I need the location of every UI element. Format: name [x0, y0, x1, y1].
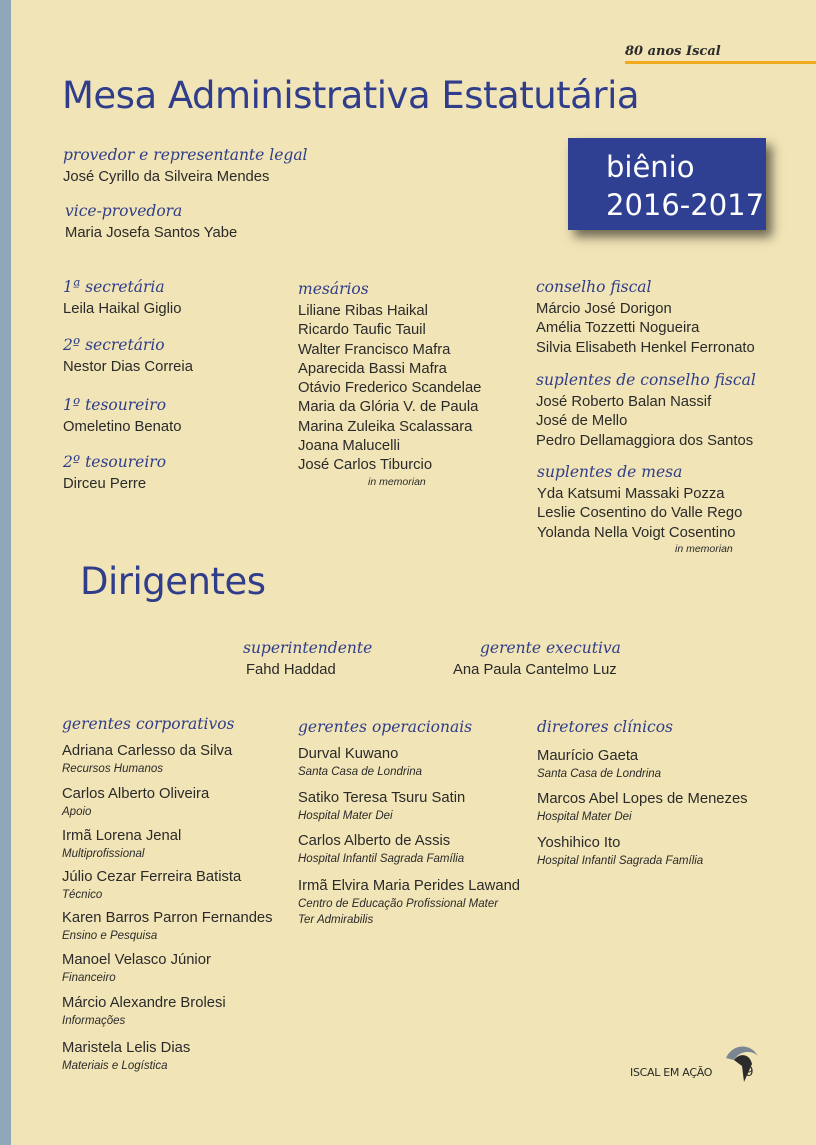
gerente-executiva-block [453, 639, 621, 680]
diretores-clinicos-label-wrap [537, 718, 673, 740]
suplentes-conselho-label: suplentes de conselho fiscal [536, 371, 756, 389]
person-name: Carlos Alberto Oliveira [62, 786, 210, 802]
officer-block [63, 336, 193, 377]
person-name: Manoel Velasco Júnior [62, 952, 211, 968]
list-item: Amélia Tozzetti Nogueira [536, 320, 700, 337]
person-role: Ensino e Pesquisa [62, 930, 158, 943]
list-item: Yda Katsumi Massaki Pozza [537, 486, 725, 502]
person-name: Yoshihico Ito [537, 835, 621, 851]
list-item [62, 742, 232, 777]
provedor-block [63, 146, 308, 187]
list-item [62, 868, 241, 903]
list-item [62, 994, 226, 1029]
person-role: Apoio [62, 806, 92, 819]
person-name: Irmã Lorena Jenal [62, 828, 182, 844]
list-item [62, 909, 273, 944]
conselho-fiscal-block [536, 278, 755, 358]
person-role: Centro de Educação Profissional Mater [298, 898, 499, 911]
dirigentes-title: Dirigentes [80, 560, 266, 603]
footer-brand: ISCAL EM AÇÃO [630, 1066, 713, 1079]
list-item [62, 785, 209, 820]
bienio-years: 2016-2017 [606, 188, 765, 222]
person-role: Recursos Humanos [62, 763, 163, 776]
officer-block [63, 278, 181, 319]
mesarios-block [298, 280, 481, 488]
person-role: Hospital Mater Dei [298, 810, 393, 823]
person-role: Técnico [62, 889, 103, 902]
list-item: Pedro Dellamaggiora dos Santos [536, 432, 754, 449]
person-name: Adriana Carlesso da Silva [62, 743, 233, 759]
person-role: Materiais e Logística [62, 1060, 168, 1073]
list-item: Márcio José Dorigon [536, 301, 672, 317]
provedor-name: José Cyrillo da Silveira Mendes [63, 169, 270, 185]
vice-name: Maria Josefa Santos Yabe [65, 225, 238, 241]
mesarios-label: mesários [298, 280, 369, 298]
gerentes-corporativos-label-wrap [62, 715, 235, 737]
list-item [298, 877, 520, 928]
officer-label: 2º secretário [63, 336, 165, 354]
bienio-label: biênio [606, 150, 695, 184]
list-item [537, 747, 661, 782]
list-item: Yolanda Nella Voigt Cosentino [537, 524, 736, 541]
list-item: Aparecida Bassi Mafra [298, 360, 447, 377]
officer-name: Nestor Dias Correia [63, 359, 193, 375]
header-tagline: 80 anos Iscal [625, 44, 721, 59]
list-item: Silvia Elisabeth Henkel Ferronato [536, 339, 755, 356]
gerentes-corporativos-label: gerentes corporativos [62, 715, 235, 733]
in-memoriam-note: in memorian [675, 542, 733, 555]
superintendente-label: superintendente [243, 639, 373, 657]
gerente-executiva-name: Ana Paula Cantelmo Luz [453, 662, 617, 678]
person-name: Durval Kuwano [298, 746, 399, 762]
person-name: Maurício Gaeta [537, 748, 639, 764]
officer-label: 2º tesoureiro [63, 453, 167, 471]
officer-label: 1º tesoureiro [63, 396, 167, 414]
conselho-fiscal-label: conselho fiscal [536, 278, 652, 296]
left-edge-stripe [0, 0, 11, 1145]
diretores-clinicos-label: diretores clínicos [537, 718, 673, 736]
list-item: Otávio Frederico Scandelae [298, 380, 482, 397]
list-item: Ricardo Taufic Tauil [298, 322, 426, 339]
gerentes-operacionais-label-wrap [298, 718, 472, 740]
header-rule [625, 61, 816, 64]
person-role: Santa Casa de Londrina [537, 768, 662, 781]
list-item: José Roberto Balan Nassif [536, 394, 712, 410]
person-role: Santa Casa de Londrina [298, 766, 423, 779]
person-role: Multiprofissional [62, 848, 145, 861]
suplentes-mesa-label: suplentes de mesa [537, 463, 683, 481]
person-role: Financeiro [62, 972, 116, 985]
person-name: Karen Barros Parron Fernandes [62, 910, 273, 926]
list-item: Walter Francisco Mafra [298, 341, 451, 358]
vice-label: vice-provedora [65, 202, 183, 220]
superintendente-name: Fahd Haddad [246, 662, 336, 678]
list-item [62, 827, 181, 862]
suplentes-mesa-block [537, 463, 742, 555]
person-name: Maristela Lelis Dias [62, 1040, 191, 1056]
list-item: José de Mello [536, 413, 628, 430]
list-item [537, 790, 748, 825]
list-item: Leslie Cosentino do Valle Rego [537, 505, 743, 522]
gerente-executiva-label: gerente executiva [480, 639, 621, 657]
person-role-continued: Ter Admirabilis [298, 914, 374, 927]
vice-block [65, 202, 237, 243]
suplentes-conselho-block [536, 371, 756, 451]
list-item: José Carlos Tiburcio [298, 457, 433, 474]
bienio-box [568, 138, 766, 230]
iscal-logo-icon [722, 1040, 760, 1089]
main-title: Mesa Administrativa Estatutária [62, 74, 640, 117]
officer-name: Leila Haikal Giglio [63, 301, 182, 317]
officer-name: Omeletino Benato [63, 419, 182, 435]
list-item [62, 1039, 190, 1074]
person-name: Marcos Abel Lopes de Menezes [537, 791, 748, 807]
officer-name: Dirceu Perre [63, 476, 147, 492]
officer-block [63, 396, 181, 437]
list-item [298, 832, 464, 867]
person-role: Hospital Infantil Sagrada Família [298, 853, 465, 866]
person-role: Informações [62, 1015, 126, 1028]
list-item: Marina Zuleika Scalassara [298, 418, 473, 435]
officer-block [63, 453, 166, 494]
person-name: Márcio Alexandre Brolesi [62, 995, 226, 1011]
officer-label: 1ª secretária [63, 278, 165, 296]
person-name: Satiko Teresa Tsuru Satin [298, 790, 466, 806]
list-item [298, 789, 465, 824]
person-role: Hospital Infantil Sagrada Família [537, 855, 704, 868]
superintendente-block [243, 639, 372, 680]
page-number: 9 [745, 1063, 754, 1080]
provedor-label: provedor e representante legal [63, 146, 308, 164]
list-item: Joana Malucelli [298, 438, 400, 455]
person-name: Irmã Elvira Maria Perides Lawand [298, 878, 521, 894]
list-item [62, 951, 211, 986]
in-memoriam-note: in memorian [368, 475, 426, 488]
gerentes-operacionais-label: gerentes operacionais [298, 718, 473, 736]
list-item [298, 745, 422, 780]
list-item: Liliane Ribas Haikal [298, 303, 428, 319]
person-name: Carlos Alberto de Assis [298, 833, 451, 849]
list-item [537, 834, 703, 869]
person-name: Júlio Cezar Ferreira Batista [62, 869, 242, 885]
list-item: Maria da Glória V. de Paula [298, 399, 479, 416]
person-role: Hospital Mater Dei [537, 811, 632, 824]
